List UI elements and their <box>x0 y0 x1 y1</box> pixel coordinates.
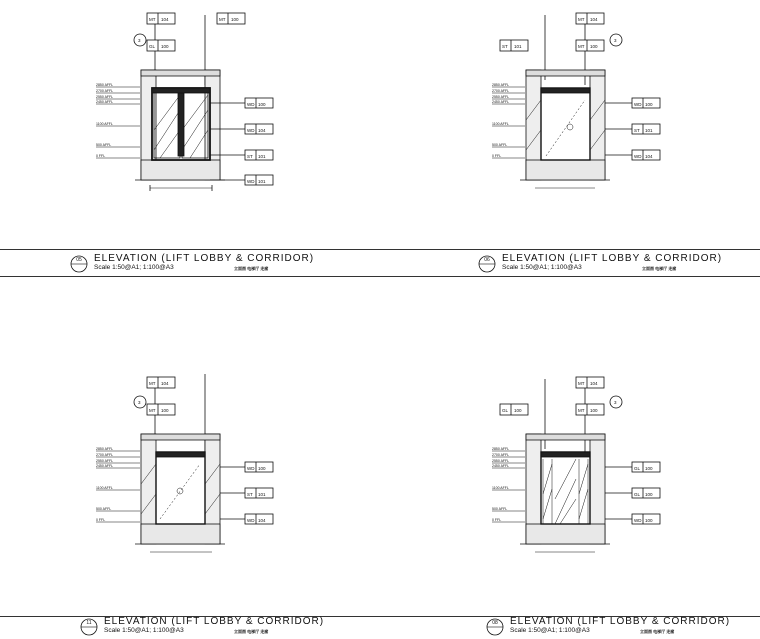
title-rule-top <box>0 249 760 250</box>
level-label: 2550 AFFL <box>492 95 510 99</box>
level-label: 500 AFFL <box>492 143 508 147</box>
tag-mt104-code: MT <box>149 381 156 386</box>
title-cn: 立面图 电梯厅 走廊 <box>642 266 677 271</box>
tag-st101-code: ST <box>634 128 640 133</box>
tag-wd100-num: 100 <box>258 466 266 471</box>
tag-mt104-code: MT <box>149 17 156 22</box>
tag-st101-num: 101 <box>258 492 266 497</box>
tag-mt104-num: 104 <box>590 17 598 22</box>
tag-mt100-num: 100 <box>231 17 239 22</box>
title-text: ELEVATION (LIFT LOBBY & CORRIDOR) <box>94 253 315 264</box>
tag-gl100-num: 100 <box>645 492 653 497</box>
level-label: 2850 AFFL <box>492 447 510 451</box>
title-block-06 <box>478 254 758 274</box>
tag-mt100-code: MT <box>149 408 156 413</box>
elevation-11-drawing <box>0 319 380 639</box>
title-cn: 立面图 电梯厅 走廊 <box>234 629 269 634</box>
title-block-08 <box>486 617 756 637</box>
level-label: 1100 AFFL <box>96 486 113 490</box>
level-label: 2700 AFFL <box>492 453 510 457</box>
grid-marker: 3 <box>614 38 617 43</box>
tag-mt100-code: MT <box>219 17 226 22</box>
grid-marker: 3 <box>138 400 141 405</box>
tag-gl100-code: GL <box>634 466 641 471</box>
title-scale: Scale 1:50@A1; 1:100@A3 <box>104 627 184 634</box>
title-number: 05 <box>76 257 82 263</box>
tag-wd101-num: 101 <box>258 179 266 184</box>
level-label: 2450 AFFL <box>96 100 114 104</box>
tag-mt100-code: MT <box>578 408 585 413</box>
title-text: ELEVATION (LIFT LOBBY & CORRIDOR) <box>502 253 723 264</box>
level-label: 2450 AFFL <box>492 100 510 104</box>
tag-gl100-code: GL <box>502 408 509 413</box>
title-cn: 立面图 电梯厅 走廊 <box>640 629 675 634</box>
tag-wd101-code: WD <box>247 179 255 184</box>
tag-wd100-num: 100 <box>645 102 653 107</box>
title-number: 11 <box>86 620 92 626</box>
tag-wd104-code: WD <box>634 154 642 159</box>
tag-mt100-num: 100 <box>590 44 598 49</box>
level-label: 0 FFL <box>492 154 502 158</box>
level-label: 1100 AFFL <box>492 486 509 490</box>
tag-gl100-num: 100 <box>161 44 169 49</box>
elevation-panel-08 <box>380 319 760 639</box>
tag-mt104-num: 104 <box>161 381 169 386</box>
tag-gl100-code: GL <box>149 44 156 49</box>
elevation-08-drawing <box>380 319 760 639</box>
tag-st101-code: ST <box>502 44 508 49</box>
level-label: 500 AFFL <box>96 507 112 511</box>
level-label: 0 FFL <box>492 518 502 522</box>
level-label: 2850 AFFL <box>96 447 114 451</box>
tag-wd100-code: WD <box>634 102 642 107</box>
tag-wd104-code: WD <box>247 128 255 133</box>
tag-mt100-num: 100 <box>590 408 598 413</box>
tag-wd104-num: 104 <box>645 154 653 159</box>
elevation-panel-11 <box>0 319 380 639</box>
tag-mt104-code: MT <box>578 381 585 386</box>
tag-st101-num: 101 <box>645 128 653 133</box>
title-scale: Scale 1:50@A1; 1:100@A3 <box>94 264 174 271</box>
tag-wd104-code: WD <box>247 518 255 523</box>
title-block-11 <box>80 617 380 637</box>
grid-marker: 3 <box>614 400 617 405</box>
level-label: 500 AFFL <box>492 507 508 511</box>
level-label: 2550 AFFL <box>96 459 114 463</box>
tag-mt104-code: MT <box>578 17 585 22</box>
grid-marker: 3 <box>138 38 141 43</box>
tag-wd100-code: WD <box>247 102 255 107</box>
title-cn: 立面图 电梯厅 走廊 <box>234 266 269 271</box>
title-text: ELEVATION (LIFT LOBBY & CORRIDOR) <box>104 616 325 627</box>
tag-wd104-num: 104 <box>258 518 266 523</box>
tag-mt104-num: 104 <box>161 17 169 22</box>
tag-wd100-code: WD <box>247 466 255 471</box>
tag-mt104-num: 104 <box>590 381 598 386</box>
level-label: 2850 AFFL <box>492 83 510 87</box>
title-text: ELEVATION (LIFT LOBBY & CORRIDOR) <box>510 616 731 627</box>
title-block-05 <box>70 254 370 274</box>
level-label: 2450 AFFL <box>96 464 114 468</box>
level-label: 2450 AFFL <box>492 464 510 468</box>
level-label: 2700 AFFL <box>492 89 510 93</box>
tag-st101-num: 101 <box>258 154 266 159</box>
tag-wd100-code: WD <box>634 518 642 523</box>
tag-mt100-num: 100 <box>161 408 169 413</box>
tag-st101-code: ST <box>247 492 253 497</box>
level-label: 2850 AFFL <box>96 83 114 87</box>
level-label: 2700 AFFL <box>96 89 114 93</box>
tag-gl100-num: 100 <box>514 408 522 413</box>
tag-gl100-code: GL <box>634 492 641 497</box>
level-label: 0 FFL <box>96 518 106 522</box>
title-number: 06 <box>484 257 490 263</box>
tag-wd100-num: 100 <box>258 102 266 107</box>
level-label: 1100 AFFL <box>96 122 113 126</box>
title-scale: Scale 1:50@A1; 1:100@A3 <box>502 264 582 271</box>
title-scale: Scale 1:50@A1; 1:100@A3 <box>510 627 590 634</box>
tag-wd100-num: 100 <box>645 518 653 523</box>
tag-st101-code: ST <box>247 154 253 159</box>
level-label: 2700 AFFL <box>96 453 114 457</box>
level-label: 0 FFL <box>96 154 106 158</box>
tag-mt100-code: MT <box>578 44 585 49</box>
level-label: 2550 AFFL <box>96 95 114 99</box>
level-label: 2550 AFFL <box>492 459 510 463</box>
title-number: 08 <box>492 620 498 626</box>
tag-wd104-num: 104 <box>258 128 266 133</box>
level-label: 500 AFFL <box>96 143 112 147</box>
tag-gl100-num: 100 <box>645 466 653 471</box>
title-rule-top-bottom <box>0 276 760 277</box>
tag-st101-num: 101 <box>514 44 522 49</box>
level-label: 1100 AFFL <box>492 122 509 126</box>
